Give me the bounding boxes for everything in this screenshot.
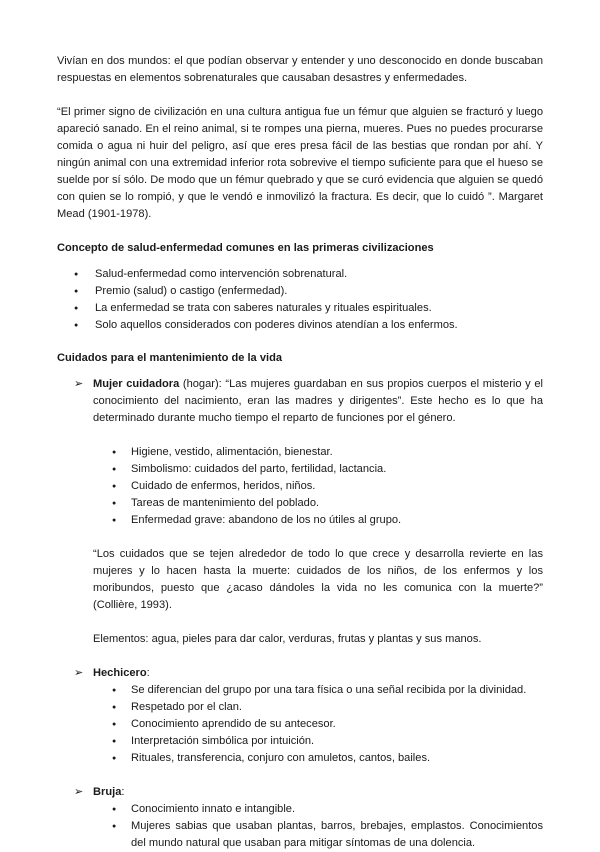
- list-item: ● Premio (salud) o castigo (enfermedad).: [57, 283, 543, 300]
- list-item: ● Simbolismo: cuidados del parto, fertilidad, lactancia.: [93, 461, 543, 478]
- bruja-list: [93, 801, 543, 852]
- list-item: ● Solo aquellos considerados con poderes divinos atendían a los enfermos.: [57, 317, 543, 334]
- list-item: ● Tareas de mantenimiento del poblado.: [93, 495, 543, 512]
- salud-enfermedad-list: [57, 266, 543, 334]
- list-item: ● Respetado por el clan.: [93, 699, 543, 716]
- arrow-bullet-icon: ➢: [74, 667, 84, 679]
- arrow-bullet-icon: ➢: [74, 378, 84, 390]
- list-item: ● Cuidado de enfermos, heridos, niños.: [93, 478, 543, 495]
- hechicero-block: [57, 665, 543, 767]
- mujer-cuidadora-description: (hogar): “Las mujeres guardaban en sus propios cuerpos el misterio y el conocimiento del nacimiento, eran las madres y dirigentes”. Este hecho es lo que ha determinado durante mucho tiempo el reparto de funciones por el género.: [93, 378, 543, 424]
- list-item: ● Se diferencian del grupo por una tara física o una señal recibida por la divinidad.: [93, 682, 543, 699]
- bruja-block: [57, 784, 543, 852]
- list-item: ● Interpretación simbólica por intuición.: [93, 733, 543, 750]
- list-item: ● Higiene, vestido, alimentación, bienestar.: [93, 444, 543, 461]
- mujer-cuidadora-title: Mujer cuidadora: [93, 378, 180, 390]
- colliere-quote: “Los cuidados que se tejen alrededor de todo lo que crece y desarrolla revierte en las mujeres y lo hacen hasta la muerte: cuidados de los niños, de los enfermos y los moribundos, puesto que ¿acaso dándoles la vida no les comunica con la muerte?” (Collière, 1993).: [93, 548, 543, 611]
- arrow-bullet-icon: ➢: [74, 786, 84, 798]
- hechicero-list: [93, 682, 543, 767]
- list-item: ● Enfermedad grave: abandono de los no útiles al grupo.: [93, 512, 543, 529]
- list-item: ● Conocimiento innato e intangible.: [93, 801, 543, 818]
- bruja-title: Bruja: [93, 786, 122, 798]
- list-item: ● Rituales, transferencia, conjuro con amuletos, cantos, bailes.: [93, 750, 543, 767]
- hechicero-colon: :: [146, 667, 150, 679]
- mujer-cuidadora-block: [57, 376, 543, 648]
- document-page: [57, 51, 543, 852]
- section-heading-cuidados: Cuidados para el mantenimiento de la vida: [57, 352, 283, 364]
- hechicero-title: Hechicero: [93, 667, 147, 679]
- hechicero-heading: [93, 665, 543, 682]
- mead-quote: “El primer signo de civilización en una cultura antigua fue un fémur que alguien se fracturó y luego apareció sanado. En el reino animal, si te rompes una pierna, mueres. Pues no puedes procurarse comida o agua ni huir del peligro, así que eres presa fácil de las bestias que rondan por ahí. Y ningún animal con una extremidad inferior rota sobrevive el tiempo suficiente para que el hueso se suelde por sí sólo. De modo que un fémur quebrado y que se curó evidencia que alguien se quedó con quien se lo rompió, y que le vendó e inmovilizó la fractura. Es decir, que lo cuidó ”. Margaret Mead (1901-1978).: [57, 106, 543, 220]
- list-item: ● La enfermedad se trata con saberes naturales y rituales espirituales.: [57, 300, 543, 317]
- list-item: ● Conocimiento aprendido de su antecesor.: [93, 716, 543, 733]
- bruja-colon: :: [121, 786, 125, 798]
- mujer-cuidadora-text: [93, 376, 543, 427]
- elementos-line: Elementos: agua, pieles para dar calor, verduras, frutas y plantas y sus manos.: [93, 633, 482, 645]
- bruja-heading: [93, 784, 543, 801]
- intro-paragraph: Vivían en dos mundos: el que podían observar y entender y uno desconocido en donde buscaban respuestas en elementos sobrenaturales que causaban desastres y enfermedades.: [57, 55, 543, 84]
- section-heading-salud-enfermedad: Concepto de salud-enfermedad comunes en las primeras civilizaciones: [57, 242, 434, 254]
- mujer-cuidadora-list: [93, 444, 543, 529]
- list-item: ● Mujeres sabias que usaban plantas, barros, brebajes, emplastos. Conocimientos del mundo natural que usaban para mitigar síntomas de una dolencia.: [93, 818, 543, 852]
- list-item: ● Salud-enfermedad como intervención sobrenatural.: [57, 266, 543, 283]
